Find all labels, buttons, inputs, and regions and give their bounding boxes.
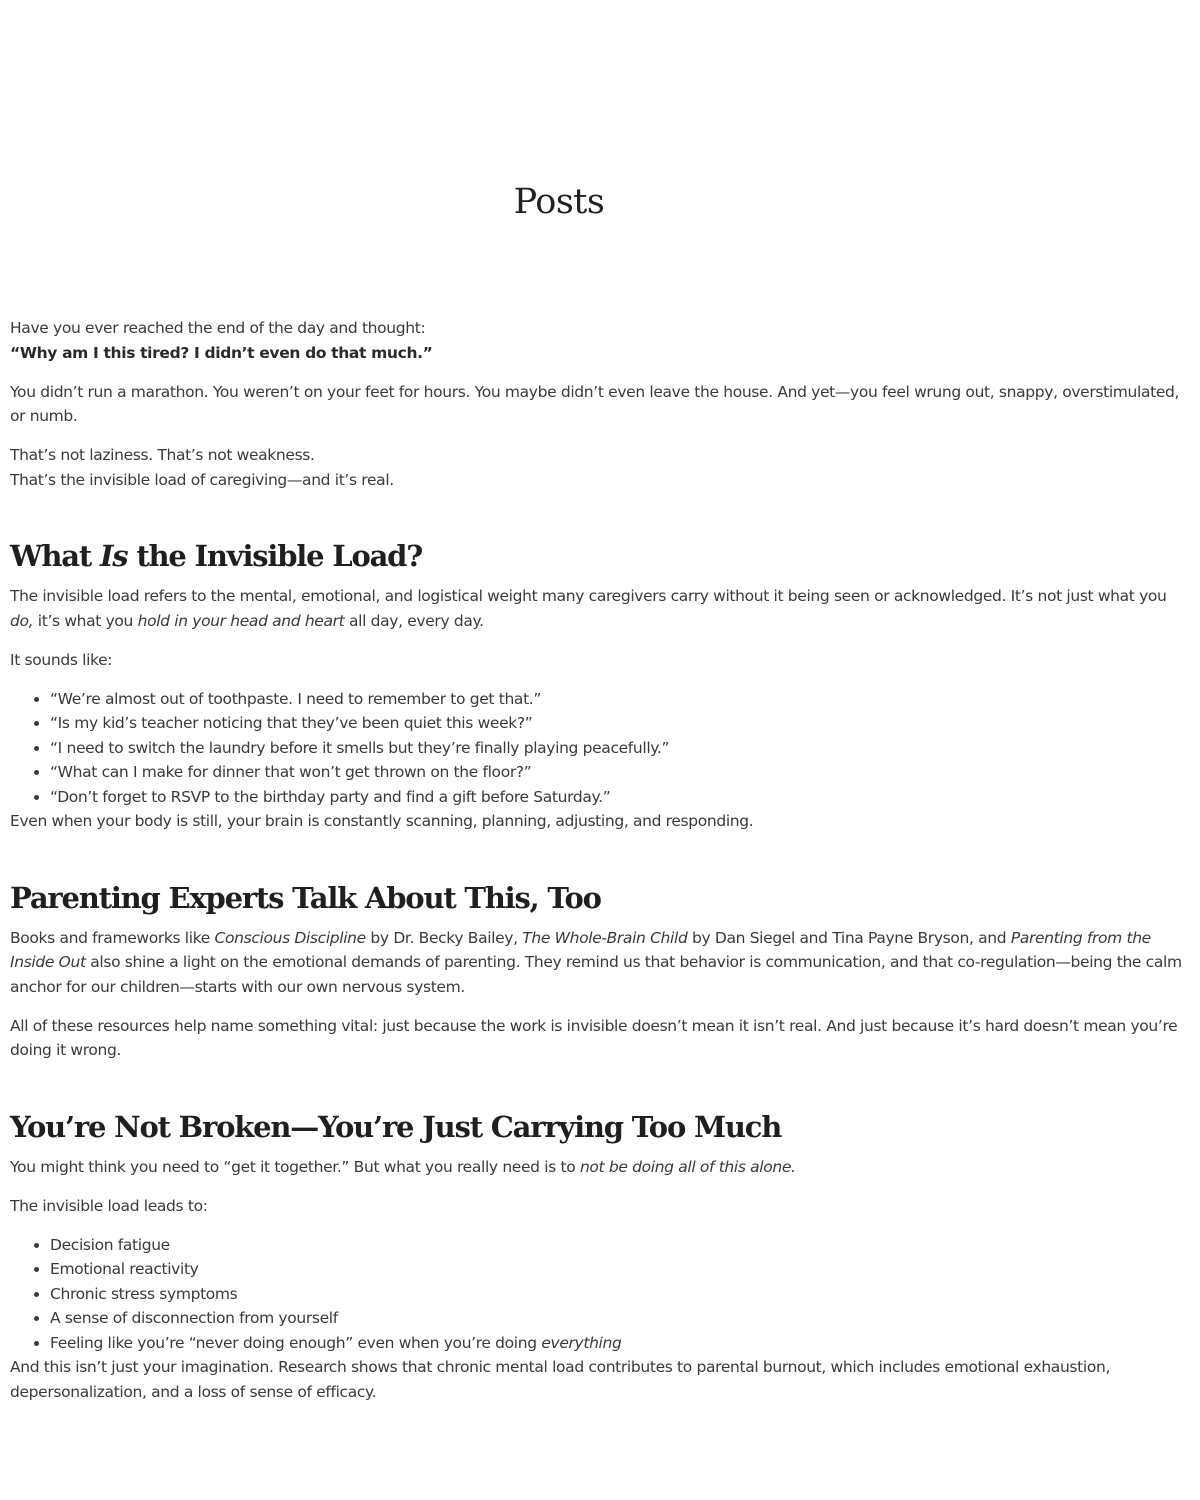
intro-paragraph-marathon: You didn’t run a marathon. You weren’t on your feet for hours. You maybe didn’t even leave the house. And yet—you feel wrung out, snappy, overstimulated, or numb. (10, 382, 1180, 425)
list-item: • Chronic stress symptoms (50, 1282, 1185, 1307)
heading-what-is-invisible-load (10, 536, 1185, 576)
it-sounds-like: It sounds like: (10, 650, 113, 669)
text-run: The invisible load refers to the mental, emotional, and logistical weight many caregivers carry without it being seen or acknowledged. It’s not just what you (10, 587, 1167, 605)
intro-laziness-line: That’s not laziness. That’s not weakness. (10, 446, 315, 464)
text-run: it’s what you (33, 611, 138, 630)
list-item: • Emotional reactivity (50, 1257, 1185, 1282)
text-emphasis: everything (541, 1333, 622, 1352)
get-it-together-paragraph (10, 1155, 1185, 1180)
book-title: The Whole-Brain Child (522, 928, 688, 947)
book-title: Parenting from the Inside Out (10, 928, 1151, 971)
text-run: by Dan Siegel and Tina Payne Bryson, and (687, 928, 1011, 947)
intro-question-lead: Have you ever reached the end of the day and thought: (10, 319, 426, 337)
brain-scanning-paragraph: Even when your body is still, your brain is constantly scanning, planning, adjusting, and responding. (10, 812, 754, 830)
text-run: Books and frameworks like (10, 928, 215, 947)
heading-emphasis: Is (99, 539, 128, 573)
experts-books-paragraph (10, 926, 1185, 1000)
text-run: also shine a light on the emotional demands of parenting. They remind us that behavior is communication, and that co-regulation—being the calm anchor for our children—starts with our own nervous system. (10, 953, 1182, 996)
invisible-load-examples-list (10, 687, 1185, 810)
text-run: Feeling like you’re “never doing enough” even when you’re doing (50, 1333, 542, 1352)
heading-part: What (10, 539, 100, 573)
page-title: Posts (513, 182, 605, 222)
intro-invisible-load-line: That’s the invisible load of caregiving—and it’s real. (10, 470, 394, 489)
list-item: • “Don’t forget to RSVP to the birthday party and find a gift before Saturday.” (50, 785, 1185, 810)
intro-paragraph-laziness (10, 443, 1185, 492)
text-emphasis: do, (10, 611, 34, 630)
list-item (50, 1331, 1185, 1356)
list-item: • “I need to switch the laundry before it smells but they’re finally playing peacefully.” (50, 736, 1185, 761)
text-emphasis: not be doing all of this alone. (579, 1157, 796, 1176)
resources-paragraph: All of these resources help name something vital: just because the work is invisible doesn’t mean it isn’t real. And just because it’s hard doesn’t mean you’re doing it wrong. (10, 1016, 1178, 1059)
heading-parenting-experts: Parenting Experts Talk About This, Too (10, 880, 601, 915)
heading-part: the Invisible Load? (127, 539, 423, 573)
list-item: • “Is my kid’s teacher noticing that they’ve been quiet this week?” (50, 711, 1185, 736)
blog-post-article (10, 316, 1185, 1419)
research-paragraph: And this isn’t just your imagination. Research shows that chronic mental load contributes to parental burnout, which includes emotional exhaustion, depersonalization, and a loss of sense of efficacy. (10, 1358, 1111, 1401)
heading-not-broken: You’re Not Broken—You’re Just Carrying Too Much (10, 1109, 782, 1144)
list-item: • “We’re almost out of toothpaste. I need to remember to get that.” (50, 687, 1185, 712)
list-item: • “What can I make for dinner that won’t get thrown on the floor?” (50, 760, 1185, 785)
text-run: by Dr. Becky Bailey, (365, 928, 523, 947)
invisible-load-effects-list (10, 1233, 1185, 1356)
invisible-load-definition (10, 584, 1185, 633)
text-run: You might think you need to “get it together.” But what you really need is to (10, 1157, 580, 1176)
text-emphasis: hold in your head and heart (137, 611, 345, 630)
invisible-load-leads-to: The invisible load leads to: (10, 1196, 208, 1215)
book-title: Conscious Discipline (214, 928, 366, 947)
text-run: all day, every day. (344, 611, 484, 630)
list-item: • A sense of disconnection from yourself (50, 1306, 1185, 1331)
intro-paragraph-question (10, 316, 1185, 365)
list-item: • Decision fatigue (50, 1233, 1185, 1258)
intro-question-quote: “Why am I this tired? I didn’t even do that much.” (10, 343, 433, 362)
